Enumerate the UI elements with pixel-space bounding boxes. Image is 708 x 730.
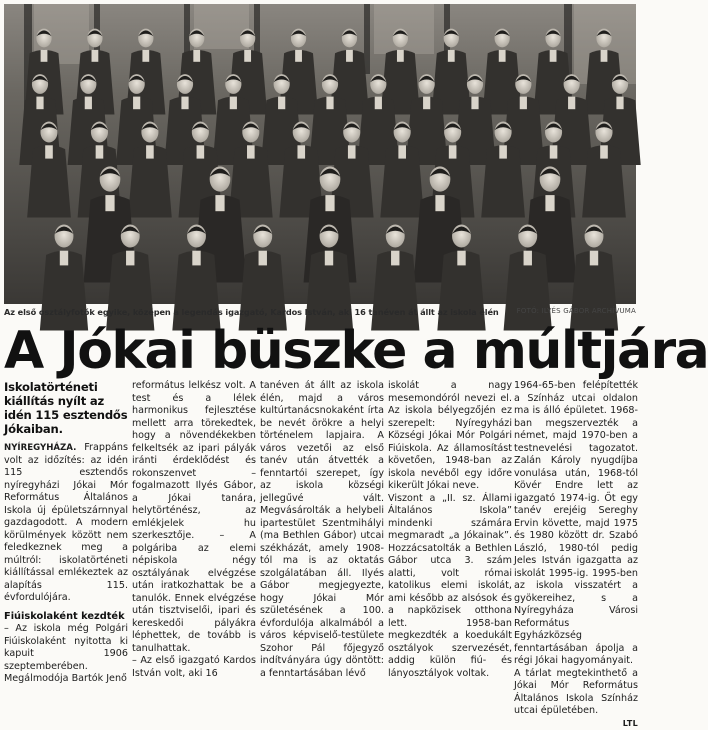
paragraph: A tárlat megtekinthető a Jókai Mór Református Általános Iskola Színház utcai épületében. xyxy=(514,668,638,718)
paragraph-continued: tanéven át állt az iskola élén, majd a város kultúrtanácsnokaként írta be nevét örökre a helyi történelem lapjaira. A város vezetői az első tanév után átvették a fenntartói szerepet, így az iskola községi jellegűvé vált. Megvásárolták a helybeli ipartestület Szentmihályi (ma Bethlen Gábor) utcai székházát, amely 1908-tól ma is az oktatás szolgálatában áll. Ilyés Gábor megjegyezte, hogy Jókai Mór születésének a 100. évfordulója alkalmából a város képviselő-testülete Szohor Pál főjegyző indítványára úgy döntött: a fenntartásában lévő xyxy=(260,380,384,680)
article-body xyxy=(4,380,636,692)
column-4 xyxy=(388,380,512,692)
headline: A Jókai büszke a múltjára xyxy=(4,321,636,381)
paragraph-continued: 1964-65-ben felépítették a Színház utcai oldalon ma is álló épületet. 1968-ban megszervezték a német, majd 1970-ben a testnevelési tagozatot. Zalán Károly nyugdíjba vonulása után, 1968-tól Kövér Endre lett az igazgató 1974-ig. Őt egy tanév erejéig Sereghy Ervin követte, majd 1975 és 1980 között dr. Szabó László, 1980-tól pedig Jeles István igazgatta az iskolát 1995-ig. 1995-ben az iskola visszatért a gyökereihez, s a Nyíregyháza Városi Református Egyházközség fenntartásában ápolja a régi Jókai hagyományait. xyxy=(514,380,638,668)
paragraph-continued: iskolát a nagy mesemondóról nevezi el. Az iskola bélyegzőjén ez szerepelt: Nyíregyházi Községi Jókai Mór Polgári Fiúiskola. Az államosítást követően, 1948-ban az iskola nevéből egy időre kikerült Jókai neve. xyxy=(388,380,512,493)
photo-credit: FOTÓ: ILYÉS GÁBOR ARCHÍVUMA xyxy=(517,307,636,321)
column-1 xyxy=(4,380,128,692)
paragraph: Viszont a „II. sz. Állami Általános Iskola” mindenki számára megmaradt „a Jókainak”. Hozzácsatolták a Bethlen Gábor utca 3. szám alatti, volt római katolikus elemi iskolát, ami később az alsósok és a napközisek otthona lett. 1958-ban megkezdték a koedukált osztályok szervezését, addig külön fiú- és lányosztályok voltak. xyxy=(388,493,512,681)
paragraph-history: – Az iskola még Polgári Fiúiskolaként nyitotta ki kapuit 1906 szeptemberében. Megálmodója Bartók Jenő xyxy=(4,623,128,686)
paragraph: LTL xyxy=(514,718,638,730)
column-2 xyxy=(132,380,256,692)
intro-paragraph xyxy=(4,442,128,605)
group-photo-icon xyxy=(4,4,636,304)
dateline: NYÍREGYHÁZA. xyxy=(4,443,76,453)
paragraph: – Az első igazgató Kardos István volt, aki 16 xyxy=(132,655,256,680)
photo-caption xyxy=(4,307,636,321)
caption-text: Az első osztályfotók egyike, középen a legendás igazgató, Kardos István, aki 16 tanéven át állt az iskola élén xyxy=(4,307,499,321)
column-5 xyxy=(514,380,638,692)
column-3 xyxy=(260,380,384,692)
lead-paragraph: Iskolatörténeti kiállítás nyílt az idén 115 esztendős Jókaiban. xyxy=(4,380,128,436)
group-photo xyxy=(4,4,636,304)
paragraph-continued: református lelkész volt. A test és a lélek harmonikus fejlesztése mellett arra törekedtek, hogy a növendékekben felkeltsék az ipari pályák iránti érdeklődést és rokonszenvet – fogalmazott Ilyés Gábor, a Jókai tanára, helytörténész, az emlékjelek hu szerkesztője. – A polgáriba az elemi népiskola négy osztályának elvégzése után iratkozhattak be a tanulók. Ennek elvégzése után tisztviselői, ipari és kereskedői pályákra léphettek, de tovább is tanulhattak. xyxy=(132,380,256,655)
intro-text: Frappáns volt az időzítés: az idén 115 esztendős nyíregyházi Jókai Mór Református Általános Iskola új épületszárnnyal gazdagodott. A modern körülmények között nem feledkeznek meg a múltról: iskolatörténeti kiállítással emlékeztek az alapítás 115. évfordulójára. xyxy=(4,442,128,603)
subheading: Fiúiskolaként kezdték xyxy=(4,611,128,624)
